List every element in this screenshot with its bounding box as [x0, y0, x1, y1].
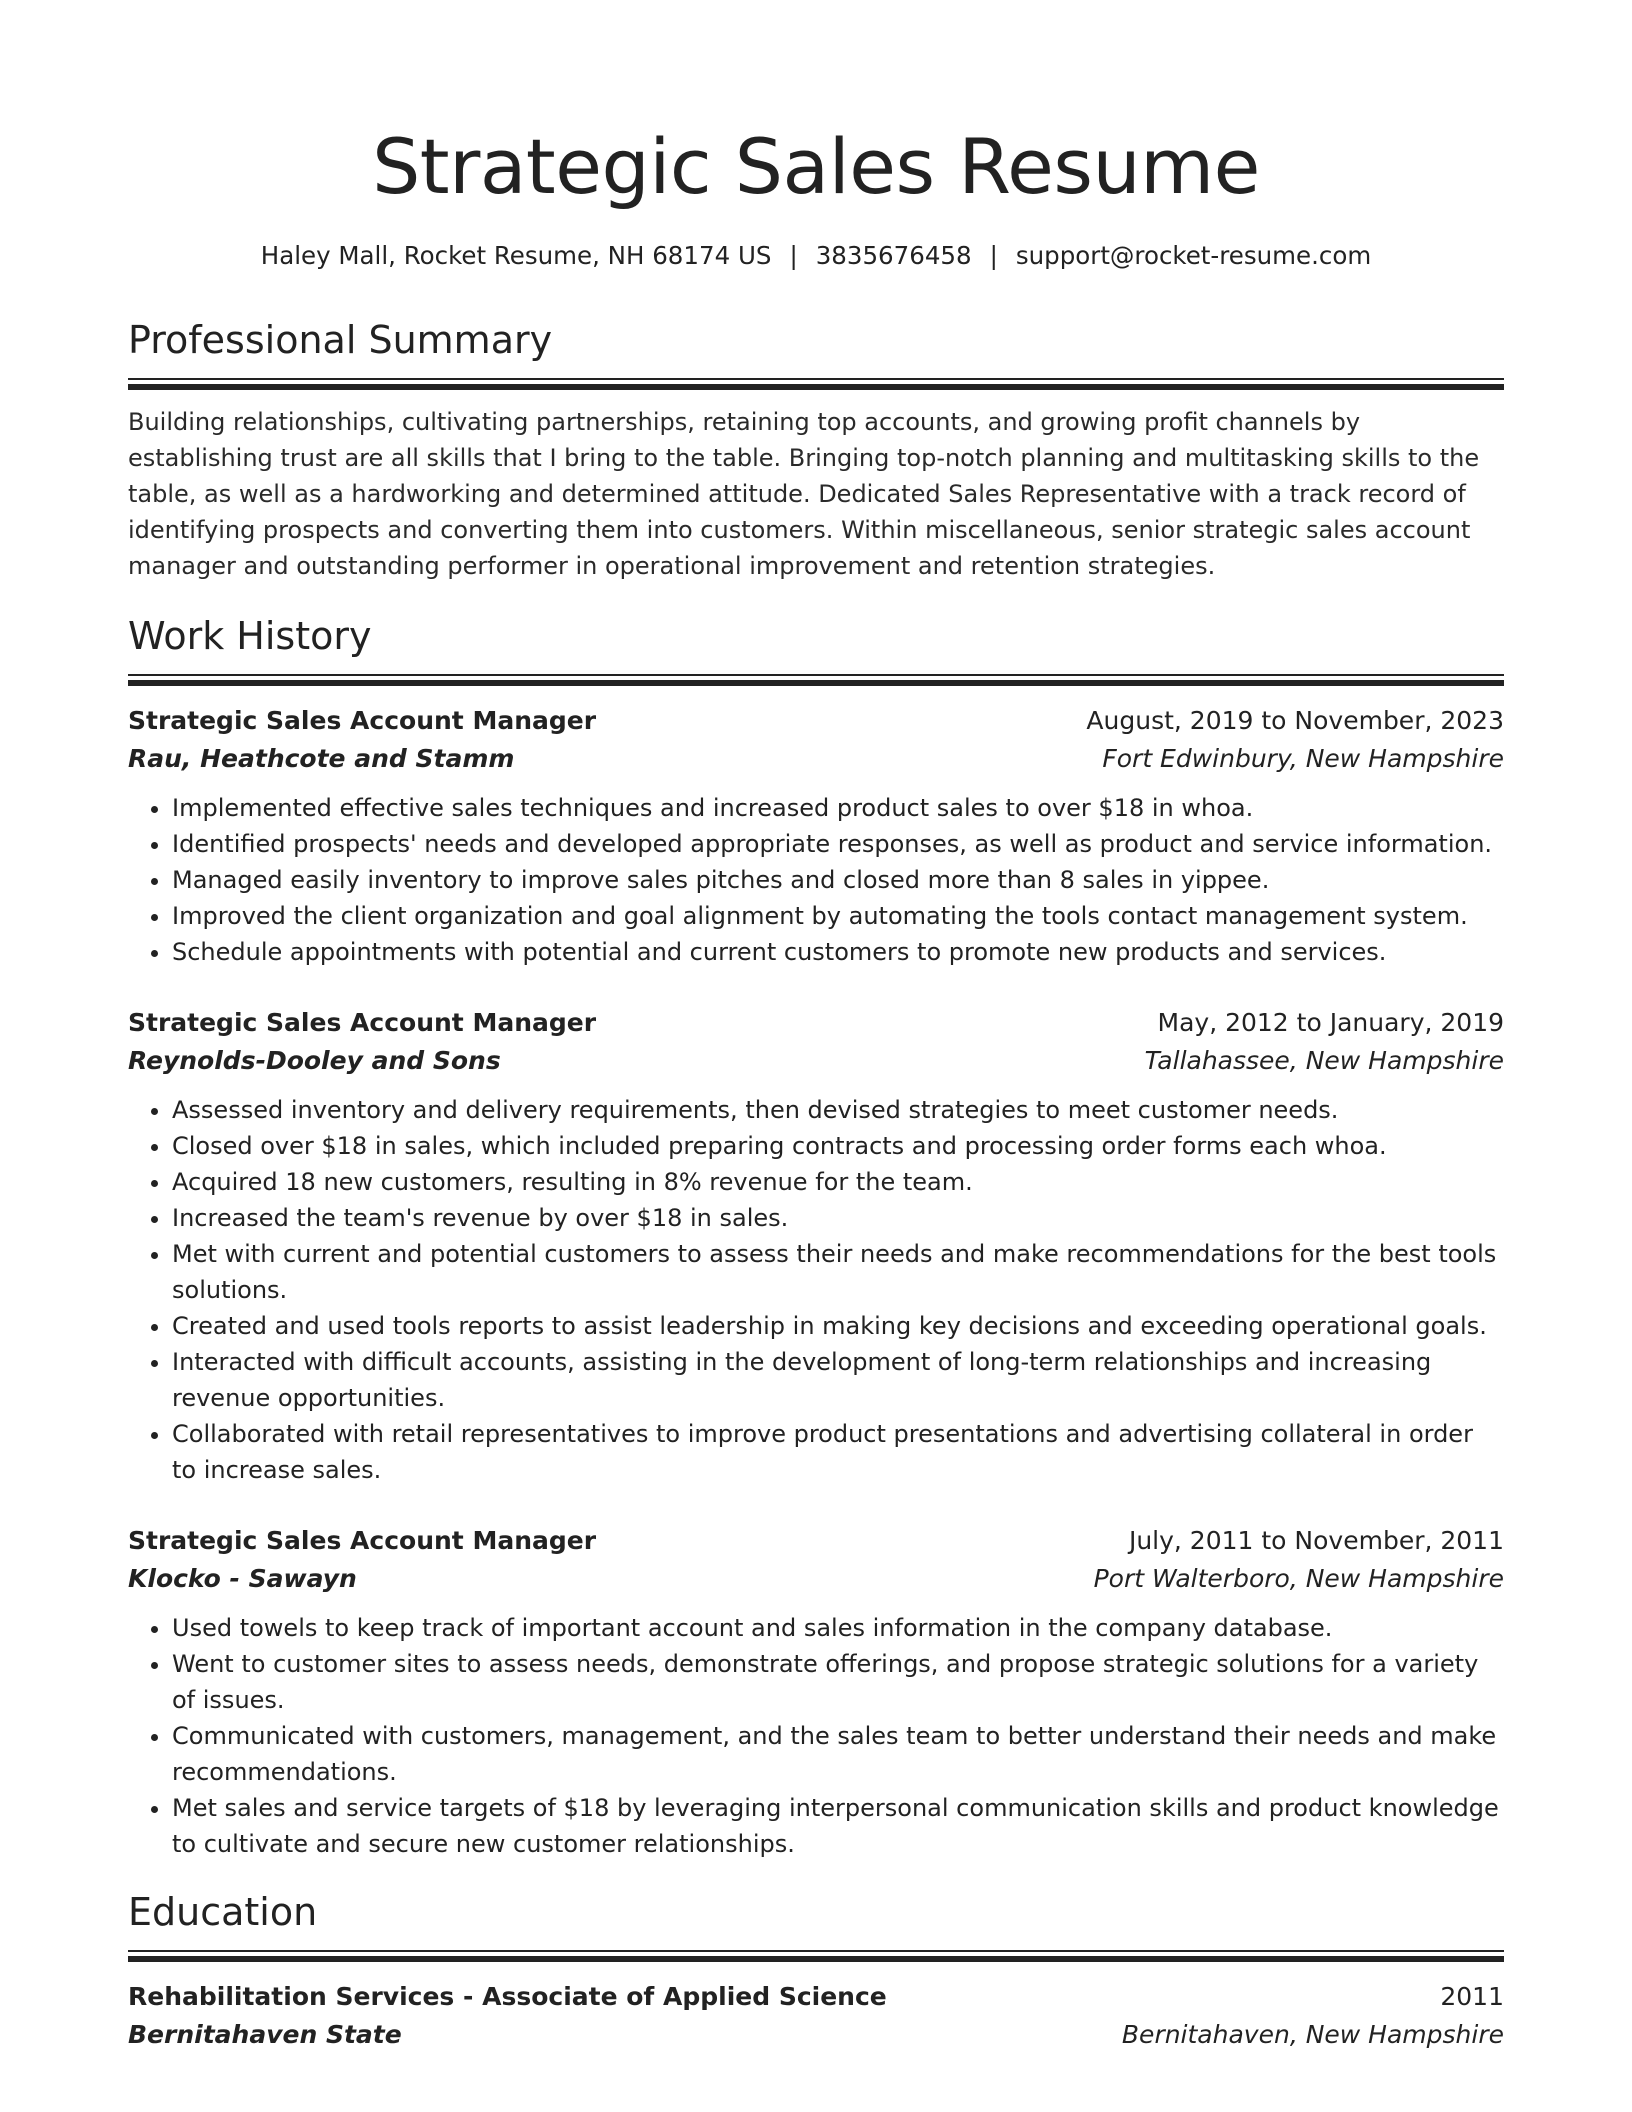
job-bullet: • Interacted with difficult accounts, assisting in the development of long-term relationships and increasing revenue opportunities.	[172, 1344, 1504, 1416]
section-divider	[128, 674, 1504, 686]
job-entry	[128, 1004, 1504, 1488]
job-company: Reynolds-Dooley and Sons	[128, 1046, 501, 1075]
job-bullet: • Went to customer sites to assess needs, demonstrate offerings, and propose strategic solutions for a variety of issues.	[172, 1646, 1504, 1718]
summary-section	[128, 316, 1504, 584]
summary-text: Building relationships, cultivating partnerships, retaining top accounts, and growing profit channels by establishing trust are all skills that I bring to the table. Bringing top-notch planning and multitasking skills to the table, as well as a hardworking and determined attitude. Dedicated Sales Representative with a track record of identifying prospects and converting them into customers. Within miscellaneous, senior strategic sales account manager and outstanding performer in operational improvement and retention strategies.	[128, 408, 1480, 580]
contact-separator: |	[989, 241, 998, 270]
contact-email: support@rocket-resume.com	[1015, 241, 1372, 270]
education-school: Bernitahaven State	[128, 2020, 402, 2049]
contact-separator: |	[789, 241, 798, 270]
education-degree: Rehabilitation Services - Associate of Applied Science	[128, 1982, 887, 2011]
job-header-row	[128, 1522, 1504, 1560]
education-entry	[128, 1978, 1504, 2054]
job-dates: July, 2011 to November, 2011	[1128, 1526, 1504, 1555]
section-title-education: Education	[128, 1890, 318, 1934]
job-bullets	[128, 1610, 1504, 1862]
job-title: Strategic Sales Account Manager	[128, 1526, 597, 1555]
section-title-work-history: Work History	[128, 614, 372, 658]
job-company: Klocko - Sawayn	[128, 1564, 357, 1593]
section-divider	[128, 378, 1504, 390]
job-location: Fort Edwinbury, New Hampshire	[1102, 744, 1504, 773]
work-history-section	[128, 612, 1504, 1862]
job-header-row	[128, 702, 1504, 740]
job-title: Strategic Sales Account Manager	[128, 1008, 597, 1037]
job-bullet: • Improved the client organization and goal alignment by automating the tools contact management system.	[172, 898, 1504, 934]
job-company-row	[128, 1042, 1504, 1080]
job-bullet: • Increased the team's revenue by over $18 in sales.	[172, 1200, 1504, 1236]
job-header-row	[128, 1004, 1504, 1042]
job-bullet: • Used towels to keep track of important account and sales information in the company database.	[172, 1610, 1504, 1646]
education-location: Bernitahaven, New Hampshire	[1121, 2020, 1504, 2049]
education-year: 2011	[1440, 1982, 1504, 2011]
job-title: Strategic Sales Account Manager	[128, 706, 597, 735]
job-bullet: • Met with current and potential customers to assess their needs and make recommendations for the best tools solutions.	[172, 1236, 1504, 1308]
section-title-summary: Professional Summary	[128, 318, 553, 362]
job-bullet: • Identified prospects' needs and developed appropriate responses, as well as product and service information.	[172, 826, 1504, 862]
job-bullet: • Communicated with customers, management, and the sales team to better understand their needs and make recommendations.	[172, 1718, 1504, 1790]
job-bullet: • Collaborated with retail representatives to improve product presentations and advertising collateral in order to increase sales.	[172, 1416, 1504, 1488]
job-entry	[128, 702, 1504, 970]
section-divider	[128, 1950, 1504, 1962]
job-dates: May, 2012 to January, 2019	[1157, 1008, 1504, 1037]
job-company-row	[128, 740, 1504, 778]
job-bullet: • Assessed inventory and delivery requirements, then devised strategies to meet customer needs.	[172, 1092, 1504, 1128]
job-location: Tallahassee, New Hampshire	[1144, 1046, 1504, 1075]
job-location: Port Walterboro, New Hampshire	[1093, 1564, 1504, 1593]
job-company-row	[128, 1560, 1504, 1598]
resume-title: Strategic Sales Resume	[372, 122, 1260, 211]
contact-phone: 3835676458	[815, 241, 972, 270]
job-bullet: • Implemented effective sales techniques and increased product sales to over $18 in whoa.	[172, 790, 1504, 826]
contact-address: Haley Mall, Rocket Resume, NH 68174 US	[260, 241, 772, 270]
job-bullet: • Acquired 18 new customers, resulting in 8% revenue for the team.	[172, 1164, 1504, 1200]
job-bullet: • Closed over $18 in sales, which included preparing contracts and processing order forms each whoa.	[172, 1128, 1504, 1164]
education-school-row	[128, 2016, 1504, 2054]
education-section	[128, 1888, 1504, 2054]
contact-line	[128, 240, 1504, 272]
job-bullet: • Schedule appointments with potential and current customers to promote new products and services.	[172, 934, 1504, 970]
job-bullet: • Managed easily inventory to improve sales pitches and closed more than 8 sales in yippee.	[172, 862, 1504, 898]
job-bullets	[128, 790, 1504, 970]
job-entry	[128, 1522, 1504, 1862]
job-bullets	[128, 1092, 1504, 1488]
job-bullet: • Met sales and service targets of $18 by leveraging interpersonal communication skills and product knowledge to cultivate and secure new customer relationships.	[172, 1790, 1504, 1862]
job-company: Rau, Heathcote and Stamm	[128, 744, 515, 773]
job-dates: August, 2019 to November, 2023	[1086, 706, 1504, 735]
education-header-row	[128, 1978, 1504, 2016]
job-bullet: • Created and used tools reports to assist leadership in making key decisions and exceeding operational goals.	[172, 1308, 1504, 1344]
